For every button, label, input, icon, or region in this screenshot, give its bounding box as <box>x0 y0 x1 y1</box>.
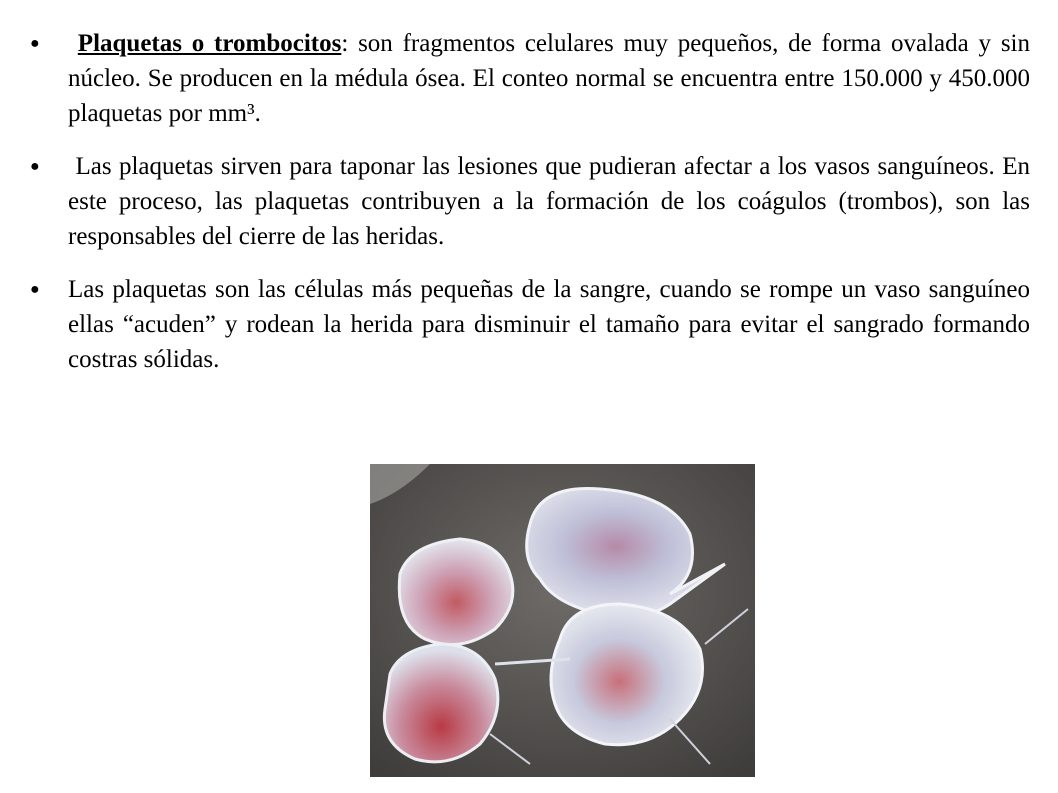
bullet-item-size <box>30 272 1030 377</box>
bullet-item-function <box>30 149 1030 254</box>
term-heading: Plaquetas o trombocitos <box>77 30 342 57</box>
bullet-text: : son fragmentos celulares muy pequeños, de forma ovalada y sin núcleo. Se producen en la médula ósea. El conteo normal se encuentra entre 150.000 y 450.000 plaquetas por mm³. <box>68 30 1030 127</box>
bullet-text: Las plaquetas sirven para taponar las lesiones que pudieran afectar a los vasos sanguíneos. En este proceso, las plaquetas contribuyen a la formación de los coágulos (trombos), son las responsables del cierre de las heridas. <box>68 153 1031 250</box>
platelets-micrograph <box>370 464 755 777</box>
bullet-text: Las plaquetas son las células más pequeñas de la sangre, cuando se rompe un vaso sanguíneo ellas “acuden” y rodean la herida para disminuir el tamaño para evitar el sangrado formando costras sólidas. <box>68 276 1030 373</box>
bullet-item-definition <box>30 26 1030 131</box>
bullet-dot-icon: ● <box>30 35 40 52</box>
bullet-list <box>30 26 1030 395</box>
bullet-dot-icon: ● <box>30 158 40 175</box>
platelets-micrograph-illustration <box>370 464 755 777</box>
bullet-dot-icon: ● <box>30 281 40 298</box>
